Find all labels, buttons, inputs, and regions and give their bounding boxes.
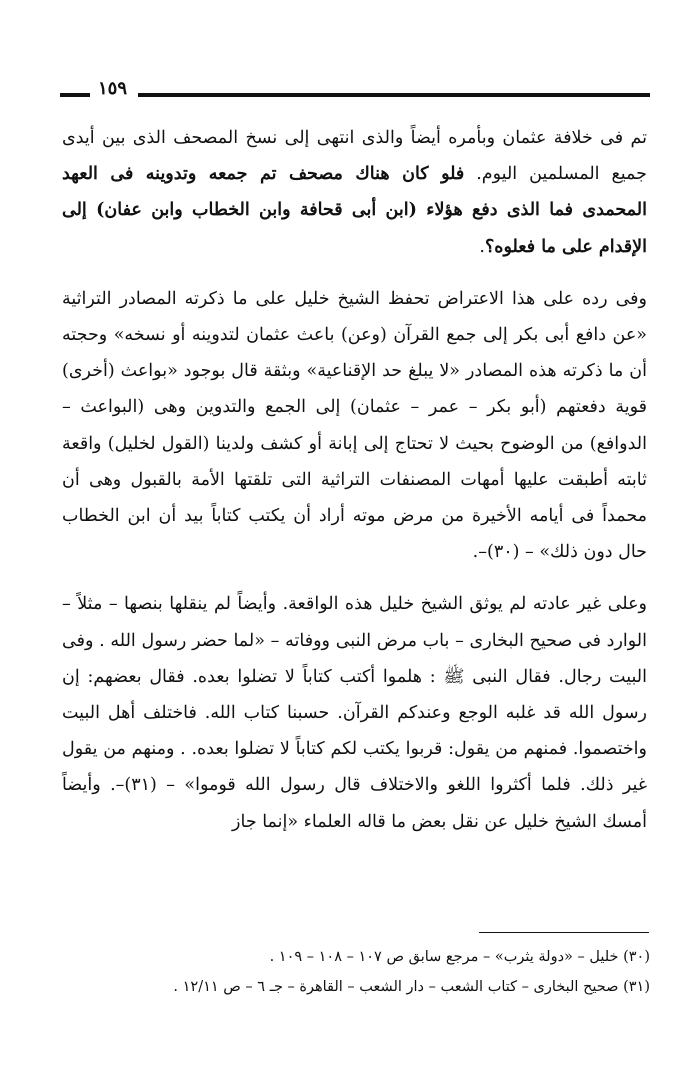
body-text (62, 120, 647, 840)
page-number: ١٥٩ (98, 78, 128, 99)
footnote-30: (٣٠) خليل – «دولة يثرب» – مرجع سابق ص ١٠٧ – ١٠٨ – ١٠٩ . (269, 949, 650, 965)
paragraph-segment-bold: فلو كان هناك مصحف تم جمعه وتدوينه فى العهد المحمدى فما الذى دفع هؤلاء (ابن أبى قحافة وابن الخطاب وابن عفان) إلى الإقدام على ما فعلوه؟ (62, 164, 647, 257)
paragraph-2 (62, 281, 647, 571)
footnote-divider (479, 932, 649, 933)
paragraph-segment: تم فى خلافة عثمان وبأمره أيضاً والذى انتهى إلى نسخ المصحف الذى بين أيدى جميع المسلمين اليوم. (62, 128, 647, 185)
paragraph-segment: وفى رده على هذا الاعتراض تحفظ الشيخ خليل على ما ذكرته المصادر التراثية «عن دافع أبى بكر إلى جمع القرآن (وعن) باعث عثمان لتدوينه أو نسخه» وحجته أن ما ذكرته هذه المصادر «لا يبلغ حد الإقناعية» وبثقة قال بوجود «بواعث (أخرى) قوية دفعتهم (أبو بكر – عمر – عثمان) إلى الجمع والتدوين وهى (البواعث – الدوافع) من الوضوح بحيث لا تحتاج إلى إبانة أو كشف ولدينا (القول لخليل) واقعة ثابته أطبقت عليها أمهات المصنفات التراثية التى تلقتها الأمة بالقبول وهى أن محمداً فى أيامه الأخيرة من مرض موته أراد أن يكتب كتاباً بيد أن ابن الخطاب حال دون ذلك» – (٣٠)–. (62, 288, 647, 563)
header-rule-short (60, 93, 90, 97)
footnotes (60, 942, 650, 1002)
paragraph-segment: . (479, 236, 485, 257)
header-rule-long (138, 93, 650, 97)
page-header (60, 78, 650, 108)
paragraph-segment: وعلى غير عادته لم يوثق الشيخ خليل هذه الواقعة. وأيضاً لم ينقلها بنصها – مثلاً – الوارد فى صحيح البخارى – باب مرض النبى ووفاته – «لما حضر رسول الله . وفى البيت رجال. فقال النبى ﷺ : هلموا أكتب كتاباً لا تضلوا بعده. فقال بعضهم: إن رسول الله قد غلبه الوجع وعندكم القرآن. حسبنا كتاب الله. فاختلف أهل البيت واختصموا. فمنهم من يقول: قربوا يكتب لكم كتاباً لا تضلوا بعده. . ومنهم من يقول غير ذلك. فلما أكثروا اللغو والاختلاف قال رسول الله قوموا» – (٣١)–. وأيضاً أمسك الشيخ خليل عن نقل بعض ما قاله العلماء «إنما جاز (62, 594, 647, 832)
paragraph-3 (62, 586, 647, 839)
footnote-31: (٣١) صحيح البخارى – كتاب الشعب – دار الشعب – القاهرة – جـ ٦ – ص ١٢/١١ . (173, 979, 650, 995)
paragraph-1 (62, 120, 647, 265)
